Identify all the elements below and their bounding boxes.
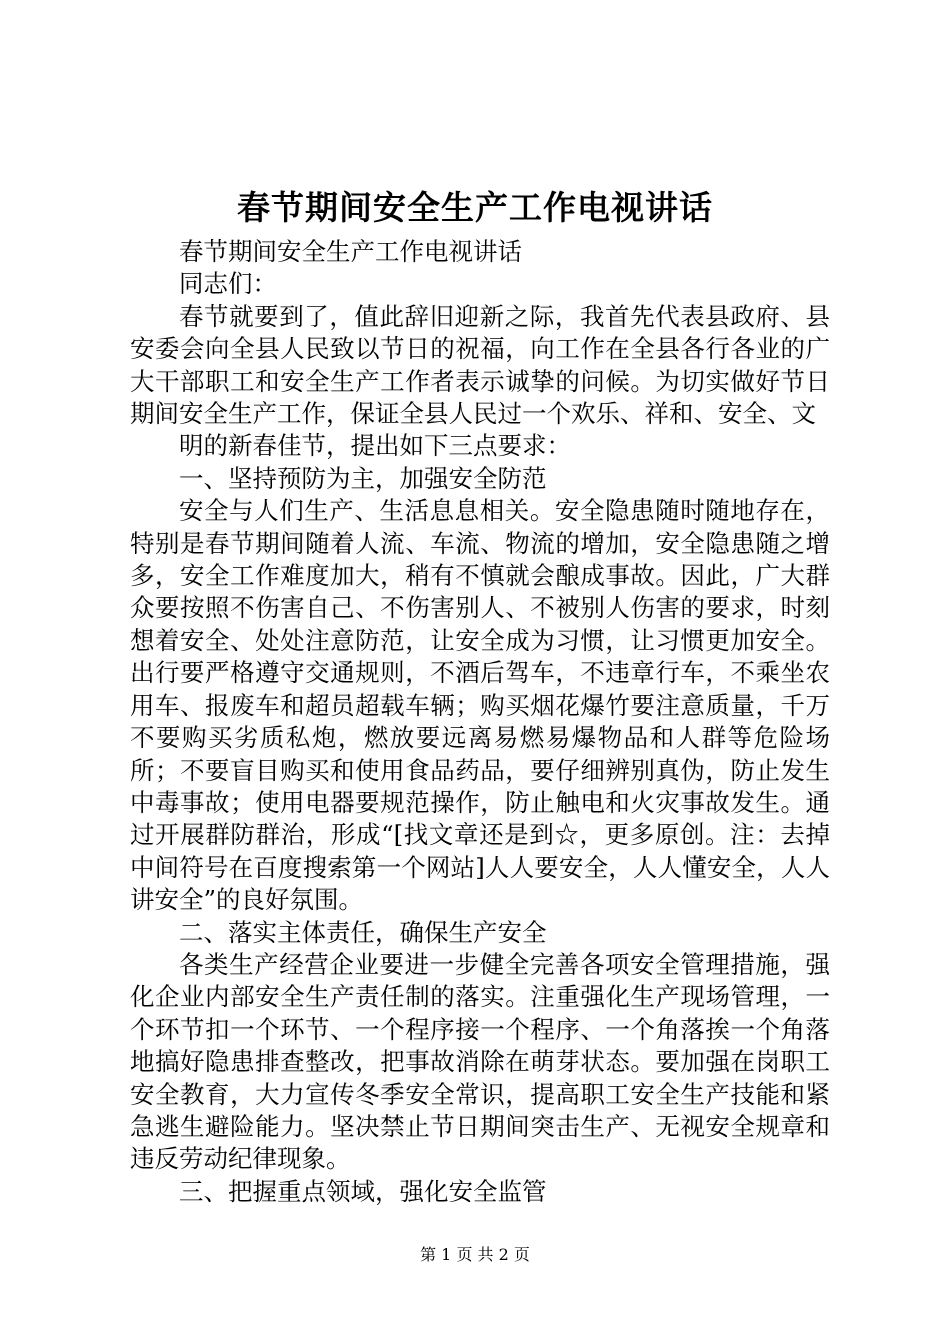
subtitle-line: 春节期间安全生产工作电视讲话 xyxy=(179,237,522,266)
section-heading-2: 二、落实主体责任，确保生产安全 xyxy=(179,917,547,947)
intro-continuation: 明的新春佳节，提出如下三点要求： xyxy=(179,431,571,461)
document-body xyxy=(130,236,830,1208)
section-heading-3: 三、把握重点领域，强化安全监管 xyxy=(179,1176,547,1206)
section-paragraph-2: 各类生产经营企业要进一步健全完善各项安全管理措施，强化企业内部安全生产责任制的落实。注重强化生产现场管理，一个环节扣一个环节、一个程序接一个程序、一个角落挨一个角落地搞好隐患排查整改，把事故消除在萌芽状态。要加强在岗职工安全教育，大力宣传冬季安全常识，提高职工安全生产技能和紧急逃生避险能力。坚决禁止节日期间突击生产、无视安全规章和违反劳动纪律现象。 xyxy=(130,949,830,1174)
document-title: 春节期间安全生产工作电视讲话 xyxy=(237,188,713,227)
intro-paragraph: 春节就要到了，值此辞旧迎新之际，我首先代表县政府、县安委会向全县人民致以节日的祝福，向工作在全县各行各业的广大干部职工和安全生产工作者表示诚挚的问候。为切实做好节日期间安全生产工作，保证全县人民过一个欢乐、祥和、安全、文 xyxy=(130,301,830,429)
salutation: 同志们： xyxy=(179,269,277,299)
page-number: 第 1 页 共 2 页 xyxy=(420,1245,530,1264)
section-heading-1: 一、坚持预防为主，加强安全防范 xyxy=(179,463,547,493)
section-paragraph-1: 安全与人们生产、生活息息相关。安全隐患随时随地存在，特别是春节期间随着人流、车流、物流的增加，安全隐患随之增多，安全工作难度加大，稍有不慎就会酿成事故。因此，广大群众要按照不伤害自己、不伤害别人、不被别人伤害的要求，时刻想着安全、处处注意防范，让安全成为习惯，让习惯更加安全。出行要严格遵守交通规则，不酒后驾车，不违章行车，不乘坐农用车、报废车和超员超载车辆；购买烟花爆竹要注意质量，千万不要购买劣质私炮，燃放要远离易燃易爆物品和人群等危险场所；不要盲目购买和使用食品药品，要仔细辨别真伪，防止发生中毒事故；使用电器要规范操作，防止触电和火灾事故发生。通过开展群防群治，形成“[找文章还是到☆，更多原创。注：去掉中间符号在百度搜索第一个网站]人人要安全，人人懂安全，人人讲安全”的良好氛围。 xyxy=(130,496,830,915)
